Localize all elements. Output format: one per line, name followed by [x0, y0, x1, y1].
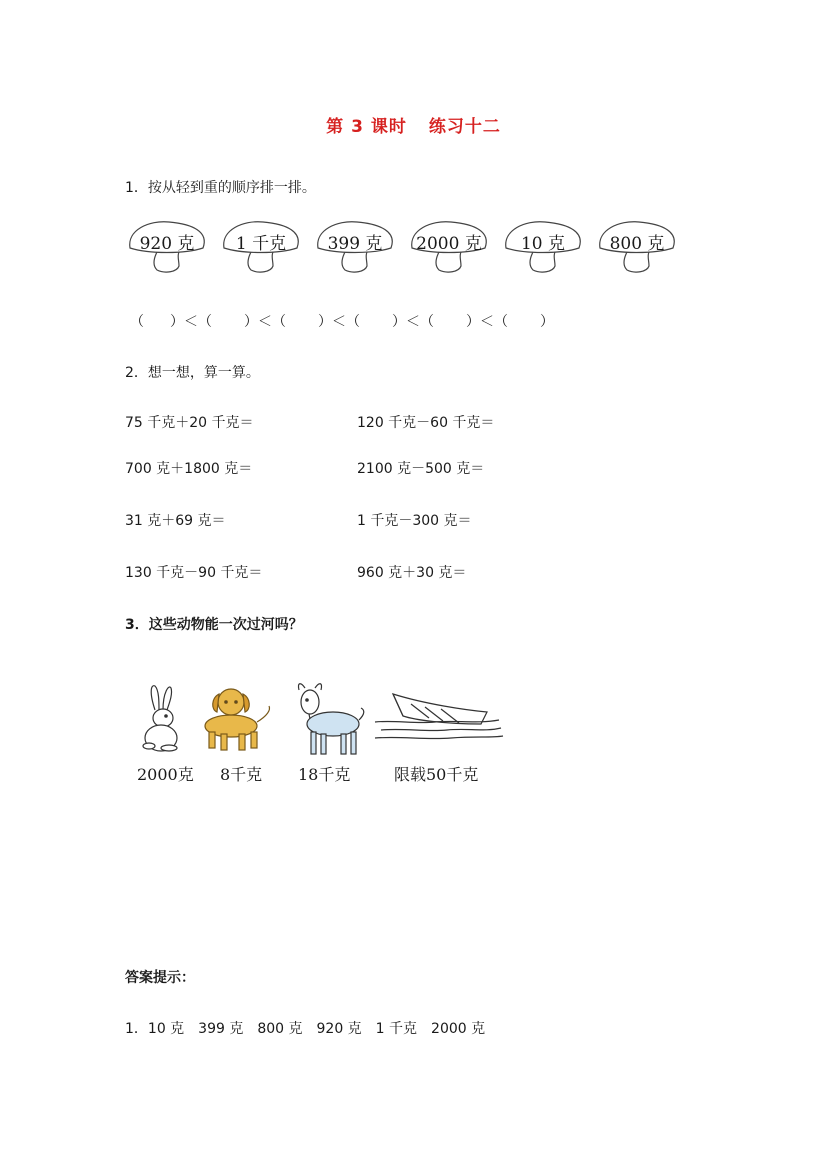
boat-capacity-label: 限载50千克 — [394, 765, 479, 784]
mushroom-label: 1 千克 — [235, 234, 287, 254]
expression: 960 克＋30 克＝ — [357, 565, 467, 581]
answers-heading: 答案提示： — [125, 970, 195, 986]
blank-paren: ）＜（ — [466, 314, 508, 330]
mushroom-label: 399 克 — [327, 234, 383, 254]
animals-illustration — [125, 680, 505, 758]
animal-weight-label: 8千克 — [220, 765, 263, 784]
expression: 31 克＋69 克＝ — [125, 513, 226, 529]
expression: 75 千克＋20 千克＝ — [125, 415, 254, 431]
expression: 1 千克－300 克＝ — [357, 513, 472, 529]
dog-icon — [205, 689, 270, 750]
blank-paren: ）＜（ — [392, 314, 434, 330]
mushroom-label: 10 克 — [520, 234, 566, 254]
blank-paren: （ — [130, 314, 144, 330]
blank-paren: ） — [540, 314, 554, 330]
blank-paren: ）＜（ — [318, 314, 360, 330]
page-title — [0, 112, 827, 137]
question-2-prompt: 2．想一想，算一算。 — [125, 365, 260, 381]
mushroom-label: 2000 克 — [416, 234, 482, 254]
question-3-prompt: 3．这些动物能一次过河吗？ — [125, 617, 303, 633]
mushroom-label: 920 克 — [139, 234, 195, 254]
title-lesson: 第 3 课时 — [326, 117, 407, 137]
answer-line-1: 1．10 克 399 克 800 克 920 克 1 千克 2000 克 — [125, 1021, 486, 1037]
expression: 700 克＋1800 克＝ — [125, 461, 253, 477]
question-1-prompt: 1．按从轻到重的顺序排一排。 — [125, 180, 316, 196]
blank-paren: ）＜（ — [170, 314, 212, 330]
rabbit-icon — [143, 686, 177, 751]
expression: 130 千克－90 千克＝ — [125, 565, 263, 581]
ordering-blanks — [130, 311, 554, 331]
boat-icon — [375, 694, 503, 739]
animal-weight-label: 18千克 — [298, 765, 351, 784]
animal-weight-label: 2000克 — [137, 765, 194, 784]
blank-paren: ）＜（ — [244, 314, 286, 330]
goat-icon — [298, 684, 363, 754]
mushroom-label: 800 克 — [609, 234, 665, 254]
expression: 120 千克－60 千克＝ — [357, 415, 495, 431]
title-exercise: 练习十二 — [428, 117, 501, 137]
expression: 2100 克－500 克＝ — [357, 461, 485, 477]
